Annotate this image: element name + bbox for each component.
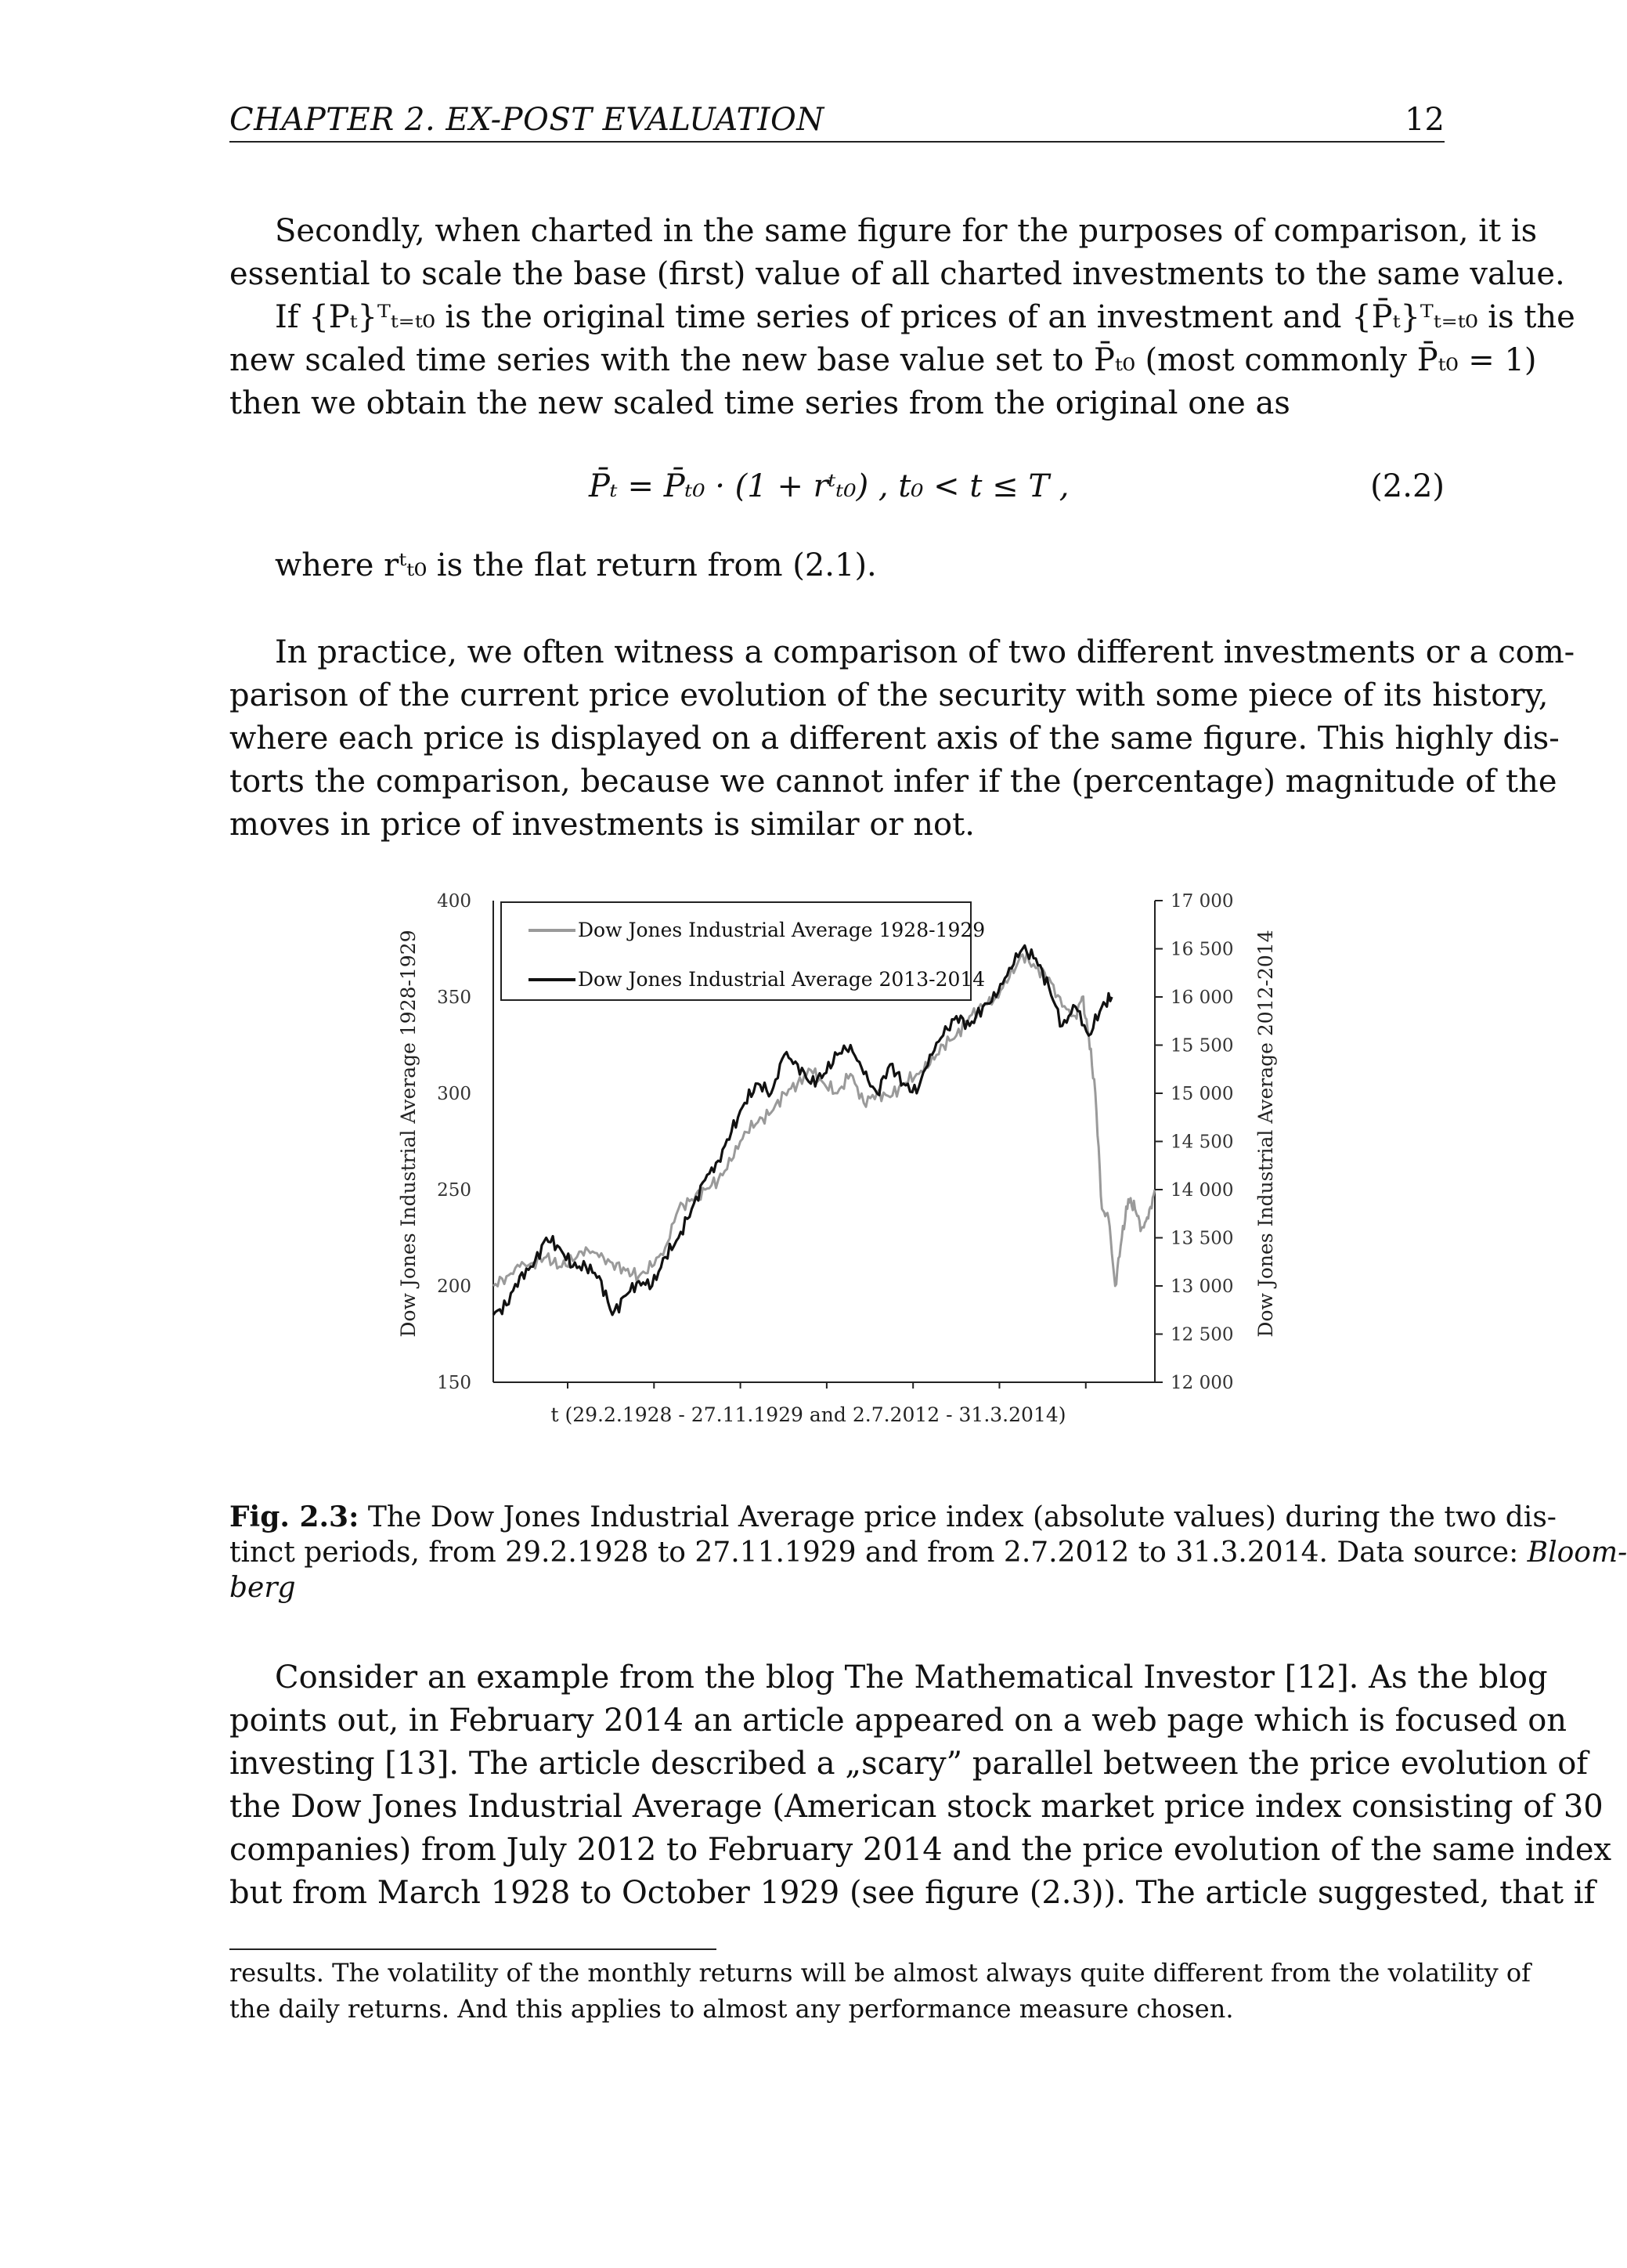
text-line: points out, in February 2014 an article appeared on a web page which is focused on	[229, 1703, 1567, 1739]
right-tick-label: 16 000	[1171, 988, 1234, 1008]
left-tick-label: 350	[437, 988, 471, 1008]
right-tick-label: 14 500	[1171, 1132, 1234, 1153]
text-line: Consider an example from the blog The Mathematical Investor [12]. As the blog	[275, 1659, 1548, 1696]
series-line-2013-2014	[493, 945, 1112, 1315]
text-line: investing [13]. The article described a „scary” parallel between the price evolution of	[229, 1746, 1589, 1782]
text-line: parison of the current price evolution of the security with some piece of its history,	[229, 677, 1549, 713]
paragraph-scaling	[229, 210, 1565, 296]
text-line: If {Pₜ}ᵀₜ₌ₜ₀ is the original time series of prices of an investment and {P̄ₜ}ᵀₜ₌ₜ₀ is the	[275, 299, 1575, 335]
footnote-line: the daily returns. And this applies to almost any performance measure chosen.	[229, 1994, 1234, 2024]
page-number: 12	[1405, 102, 1445, 138]
equation-number: (2.2)	[1370, 468, 1445, 504]
figure-caption	[229, 1500, 1627, 1605]
text-line: torts the comparison, because we cannot infer if the (percentage) magnitude of the	[229, 764, 1557, 800]
paragraph-scaled-series	[229, 296, 1575, 425]
left-tick-label: 400	[437, 891, 471, 912]
left-tick-label: 300	[437, 1084, 471, 1104]
dow-jones-chart	[384, 877, 1308, 1441]
left-tick-label: 250	[437, 1180, 471, 1201]
paragraph-example	[229, 1656, 1612, 1915]
running-header	[229, 96, 1445, 143]
right-tick-label: 13 500	[1171, 1228, 1234, 1249]
legend-entry: Dow Jones Industrial Average 2013-2014	[578, 968, 986, 991]
caption-source: berg	[229, 1572, 296, 1604]
caption-source: Bloom-	[1527, 1537, 1627, 1569]
right-axis-label: Dow Jones Industrial Average 2012-2014	[1254, 930, 1277, 1338]
paragraph-practice	[229, 631, 1575, 847]
caption-text: tinct periods, from 29.2.1928 to 27.11.1929 and from 2.7.2012 to 31.3.2014. Data source:	[229, 1537, 1528, 1569]
right-tick-label: 12 000	[1171, 1373, 1234, 1393]
x-axis-label: t (29.2.1928 - 27.11.1929 and 2.7.2012 - 31.3.2014)	[550, 1403, 1066, 1426]
text-line: then we obtain the new scaled time series from the original one as	[229, 385, 1290, 421]
text-line: but from March 1928 to October 1929 (see figure (2.3)). The article suggested, that if	[229, 1875, 1596, 1911]
text-line: where rᵗₜ₀ is the flat return from (2.1).	[275, 547, 877, 583]
text-line: Secondly, when charted in the same figure for the purposes of comparison, it is	[275, 213, 1538, 249]
chapter-title: CHAPTER 2. EX-POST EVALUATION	[229, 102, 824, 138]
text-line: essential to scale the base (first) value of all charted investments to the same value.	[229, 256, 1565, 292]
right-tick-label: 15 000	[1171, 1084, 1234, 1104]
caption-label: Fig. 2.3:	[229, 1501, 359, 1533]
caption-text: The Dow Jones Industrial Average price index (absolute values) during the two dis-	[367, 1501, 1557, 1533]
left-tick-label: 200	[437, 1277, 471, 1297]
legend-entry: Dow Jones Industrial Average 1928-1929	[578, 919, 986, 941]
text-line: moves in price of investments is similar or not.	[229, 807, 975, 843]
right-tick-label: 17 000	[1171, 891, 1234, 912]
footnote	[229, 1955, 1531, 2027]
text-line: where each price is displayed on a different axis of the same figure. This highly dis-	[229, 720, 1560, 757]
footnote-rule	[229, 1948, 716, 1950]
text-line: In practice, we often witness a comparison of two different investments or a com-	[275, 634, 1575, 670]
right-tick-label: 12 500	[1171, 1324, 1234, 1345]
equation-2-2: P̄ₜ = P̄ₜ₀ · (1 + rᵗₜ₀) , t₀ < t ≤ T ,	[589, 468, 1070, 504]
right-tick-label: 14 000	[1171, 1180, 1234, 1201]
left-axis-label: Dow Jones Industrial Average 1928-1929	[397, 930, 420, 1338]
right-tick-label: 16 500	[1171, 939, 1234, 960]
text-line: the Dow Jones Industrial Average (American stock market price index consisting of 30	[229, 1789, 1604, 1825]
right-tick-label: 13 000	[1171, 1277, 1234, 1297]
paragraph-flat-return	[229, 544, 1445, 587]
right-tick-label: 15 500	[1171, 1035, 1234, 1056]
text-line: companies) from July 2012 to February 2014 and the price evolution of the same index	[229, 1832, 1612, 1868]
footnote-line: results. The volatility of the monthly returns will be almost always quite different from the volatility of	[229, 1958, 1531, 1988]
left-tick-label: 150	[437, 1373, 471, 1393]
text-line: new scaled time series with the new base value set to P̄ₜ₀ (most commonly P̄ₜ₀ = 1)	[229, 342, 1537, 378]
